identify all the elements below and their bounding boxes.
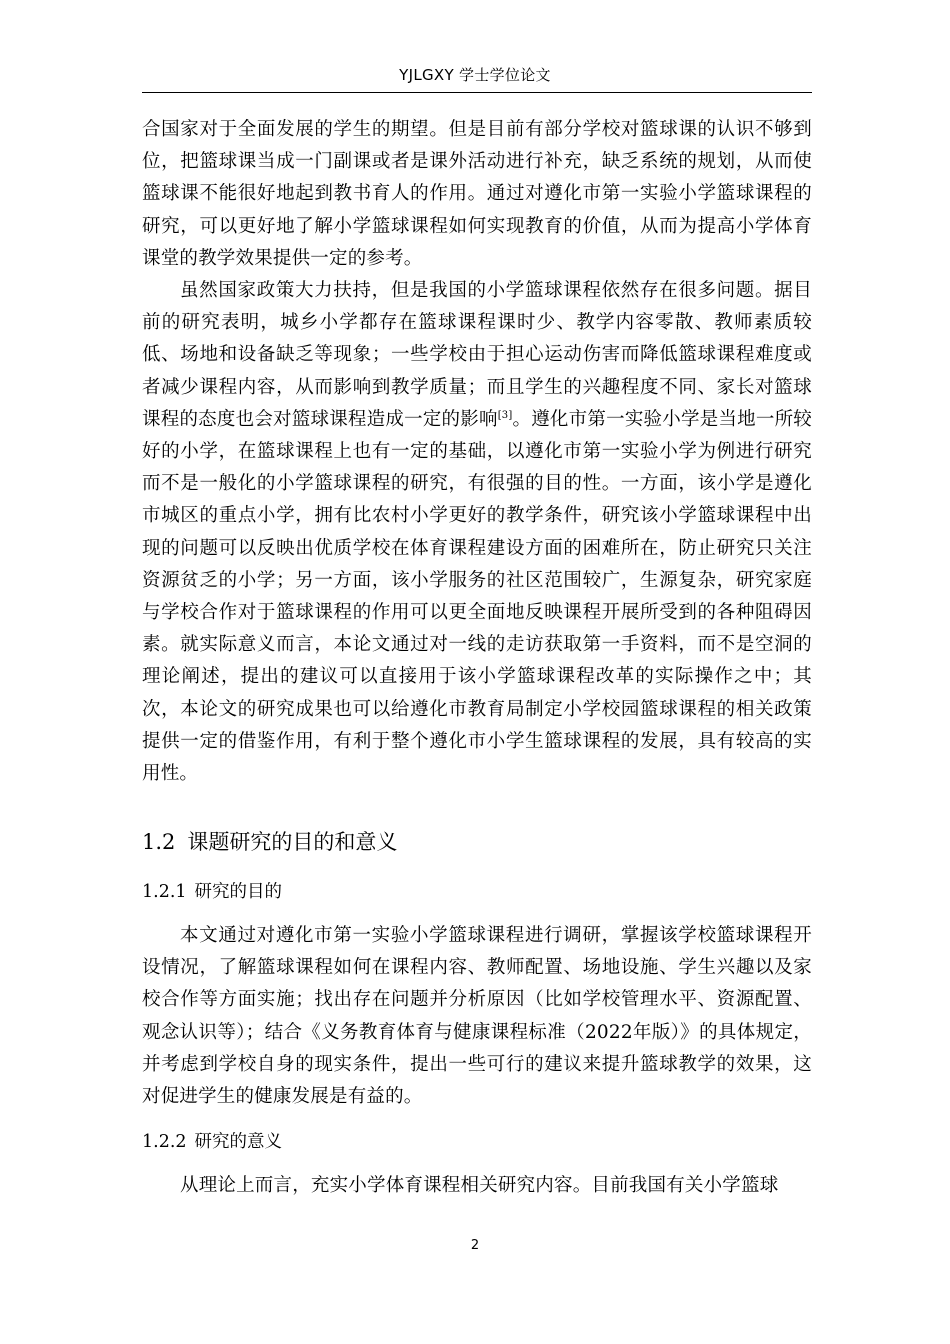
page-number: 2 (470, 1238, 480, 1253)
paragraph-text-part: 。遵化市第一实验小学是当地一所较好的小学，在篮球课程上也有一定的基础，以遵化市第一实验小学为例进行研究而不是一般化的小学篮球课程的研究，有很强的目的性。一方面，该小学是遵化市城区的重点小学，拥有比农村小学更好的教学条件，研究该小学篮球课程中出现的问题可以反映出优质学校在体育课程建设方面的困难所在，防止研究只关注资源贫乏的小学；另一方面，该小学服务的社区范围较广，生源复杂，研究家庭与学校合作对于篮球课程的作用可以更全面地反映课程开展所受到的各种阻碍因素。就实际意义而言，本论文通过对一线的走访获取第一手资料，而不是空洞的理论阐述，提出的建议可以直接用于该小学篮球课程改革的实际操作之中；其次，本论文的研究成果也可以给遵化市教育局制定小学校园篮球课程的相关政策提供一定的借鉴作用，有利于整个遵化市小学生篮球课程的发展，具有较高的实用性。 (142, 408, 812, 785)
section-title: 课题研究的目的和意义 (187, 830, 398, 854)
section-heading-1-2 (142, 826, 397, 856)
subsection-title: 研究的目的 (194, 882, 283, 902)
body-section-1-2-1 (142, 920, 812, 1113)
body-section-1-2-2 (142, 1170, 812, 1202)
running-header: YJLGXY 学士学位论文 (399, 66, 551, 84)
paragraph-purpose: 本文通过对遵化市第一实验小学篮球课程进行调研，掌握该学校篮球课程开设情况，了解篮球课程如何在课程内容、教师配置、场地设施、学生兴趣以及家校合作等方面实施；找出存在问题并分析原因（比如学校管理水平、资源配置、观念认识等）；结合《义务教育体育与健康课程标准（2022年版）》的具体规定，并考虑到学校自身的现实条件，提出一些可行的建议来提升篮球教学的效果，这对促进学生的健康发展是有益的。 (142, 925, 812, 1108)
paragraph-continuation: 合国家对于全面发展的学生的期望。但是目前有部分学校对篮球课的认识不够到位，把篮球课当成一门副课或者是课外活动进行补充，缺乏系统的规划，从而使篮球课不能很好地起到教书育人的作用。通过对遵化市第一实验小学篮球课程的研究，可以更好地了解小学篮球课程如何实现教育的价值，从而为提高小学体育课堂的教学效果提供一定的参考。 (142, 119, 812, 269)
subsection-number: 1.2.2 (142, 1132, 187, 1152)
subsection-heading-1-2-2 (142, 1128, 282, 1153)
subsection-number: 1.2.1 (142, 882, 187, 902)
paragraph-text-part: 虽然国家政策大力扶持，但是我国的小学篮球课程依然存在很多问题。据目前的研究表明，城乡小学都存在篮球课程课时少、教学内容零散、教师素质较低、场地和设备缺乏等现象；一些学校由于担心运动伤害而降低篮球课程难度或者减少课程内容，从而影响到教学质量；而且学生的兴趣程度不同、家长对篮球课程的态度也会对篮球课程造成一定的影响 (142, 280, 812, 430)
header-divider (142, 92, 812, 93)
body-section-1-1 (142, 114, 812, 790)
paragraph-significance: 从理论上而言，充实小学体育课程相关研究内容。目前我国有关小学篮球 (180, 1175, 779, 1196)
section-number: 1.2 (142, 830, 176, 854)
subsection-title: 研究的意义 (194, 1132, 283, 1152)
citation-ref[interactable]: [3] (497, 409, 513, 421)
paragraph-problems (142, 275, 812, 790)
subsection-heading-1-2-1 (142, 878, 282, 903)
